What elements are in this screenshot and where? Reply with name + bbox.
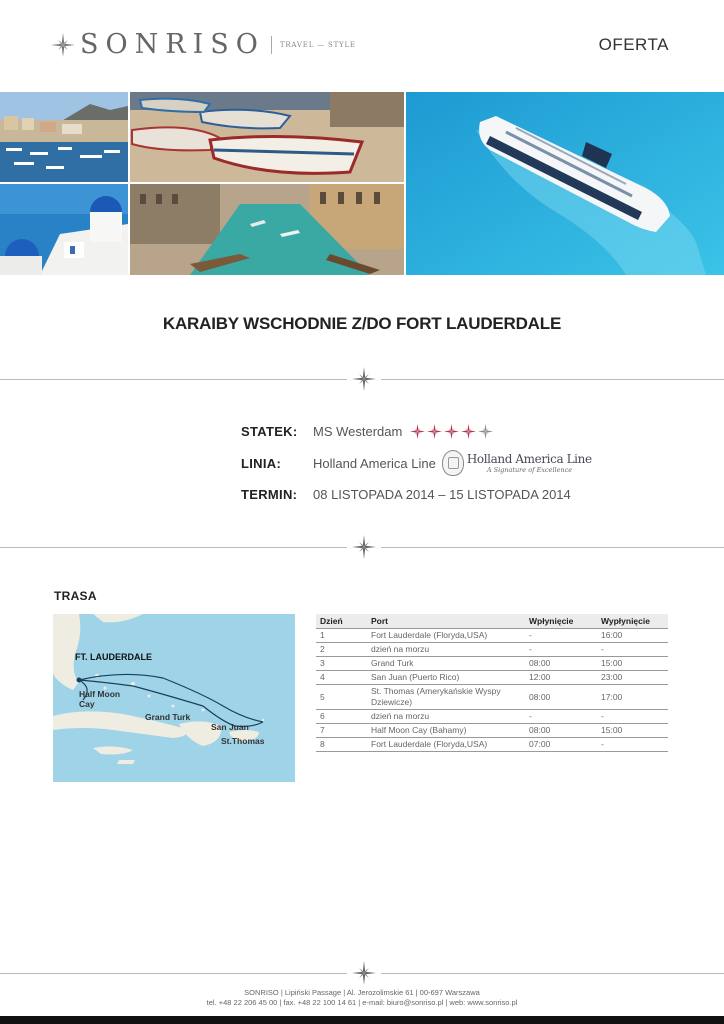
cell-port: San Juan (Puerto Rico) <box>367 671 525 685</box>
cell-port: Grand Turk <box>367 657 525 671</box>
column-header-departure: Wypłynięcie <box>597 614 668 629</box>
cell-arrival: 12:00 <box>525 671 597 685</box>
dates-label: TERMIN: <box>241 487 298 502</box>
cell-day: 2 <box>316 643 367 657</box>
table-row <box>316 657 668 671</box>
rating-star-icon <box>461 424 476 439</box>
map-label-half-moon: Half Moon <box>79 689 121 699</box>
compass-star-icon <box>352 367 376 391</box>
ft-lauderdale-marker <box>77 678 82 683</box>
table-row <box>316 643 668 657</box>
dates-row <box>241 487 571 502</box>
ship-row <box>241 424 495 439</box>
holland-america-logo <box>442 450 592 476</box>
cell-day: 7 <box>316 724 367 738</box>
hal-logo-name: Holland America Line <box>466 452 592 466</box>
dates-value: 08 LISTOPADA 2014 – 15 LISTOPADA 2014 <box>313 487 571 502</box>
page-header <box>0 0 724 92</box>
rating-star-icon <box>478 424 493 439</box>
cell-day: 6 <box>316 710 367 724</box>
cell-arrival: 08:00 <box>525 724 597 738</box>
holland-america-seal-icon <box>442 450 464 476</box>
cell-departure: 15:00 <box>597 724 668 738</box>
cell-arrival: - <box>525 643 597 657</box>
brand-name: SONRISO <box>80 29 265 60</box>
table-row <box>316 710 668 724</box>
document-type-label: OFERTA <box>598 35 669 54</box>
cell-departure: 23:00 <box>597 671 668 685</box>
cruise-line-row <box>241 450 592 476</box>
brand-tagline: TRAVEL — STYLE <box>279 41 356 49</box>
table-row <box>316 685 668 710</box>
route-map <box>53 614 295 782</box>
map-label-ft-lauderdale: FT. LAUDERDALE <box>75 652 152 662</box>
compass-star-icon <box>352 535 376 559</box>
itinerary-table <box>316 614 668 752</box>
logo-separator <box>271 36 272 54</box>
offer-title: KARAIBY WSCHODNIE Z/DO FORT LAUDERDALE <box>162 314 562 333</box>
photo-banner <box>0 92 724 275</box>
cell-arrival: 08:00 <box>525 657 597 671</box>
line-label: LINIA: <box>241 455 282 471</box>
ship-value: MS Westerdam <box>313 424 403 439</box>
footer-contacts: tel. +48 22 206 45 00 | fax. +48 22 100 14 61 | e-mail: biuro@sonriso.pl | web: www.sonriso.pl <box>206 998 518 1007</box>
column-header-port: Port <box>367 614 525 629</box>
ship-label: STATEK: <box>241 424 298 439</box>
sonriso-logo <box>50 30 356 60</box>
cell-arrival: - <box>525 710 597 724</box>
cell-departure: - <box>597 738 668 752</box>
cell-port: Fort Lauderdale (Floryda,USA) <box>367 629 525 643</box>
page-footer <box>0 988 724 1008</box>
cell-departure: 17:00 <box>597 685 668 710</box>
cell-arrival: - <box>525 629 597 643</box>
santorini-photo <box>0 184 128 275</box>
map-label-half-moon-cay: Cay <box>79 699 95 709</box>
section-divider <box>0 369 724 389</box>
fishing-boats-photo <box>130 92 404 182</box>
ship-rating <box>410 424 495 439</box>
cell-port: dzień na morzu <box>367 710 525 724</box>
route-section-title: TRASA <box>54 589 97 603</box>
cell-day: 8 <box>316 738 367 752</box>
cell-departure: 16:00 <box>597 629 668 643</box>
footer-divider <box>0 963 724 983</box>
rating-star-icon <box>444 424 459 439</box>
cell-port: Fort Lauderdale (Floryda,USA) <box>367 738 525 752</box>
cell-departure: - <box>597 710 668 724</box>
compass-star-icon <box>352 961 376 985</box>
map-label-san-juan: San Juan <box>211 722 249 732</box>
footer-address: SONRISO | Lipiński Passage | Al. Jerozolimskie 61 | 00-697 Warszawa <box>244 988 480 997</box>
section-divider <box>0 537 724 557</box>
cell-port: Half Moon Cay (Bahamy) <box>367 724 525 738</box>
cruise-ship-photo <box>406 92 724 275</box>
cell-arrival: 08:00 <box>525 685 597 710</box>
table-row <box>316 738 668 752</box>
line-value: Holland America Line <box>313 455 436 471</box>
column-header-arrival: Wpłynięcie <box>525 614 597 629</box>
table-row <box>316 724 668 738</box>
hal-logo-tagline: A Signature of Excellence <box>486 466 573 474</box>
cell-day: 5 <box>316 685 367 710</box>
cell-day: 1 <box>316 629 367 643</box>
table-row <box>316 671 668 685</box>
cell-arrival: 07:00 <box>525 738 597 752</box>
map-label-st-thomas: St.Thomas <box>221 736 265 746</box>
column-header-day: Dzień <box>316 614 367 629</box>
rating-star-icon <box>427 424 442 439</box>
cell-departure: - <box>597 643 668 657</box>
cell-port: dzień na morzu <box>367 643 525 657</box>
cell-day: 4 <box>316 671 367 685</box>
cell-port: St. Thomas (Amerykańskie Wyspy Dziewicze) <box>367 685 525 710</box>
bottom-bar <box>0 1016 724 1024</box>
cell-day: 3 <box>316 657 367 671</box>
venice-canal-photo <box>130 184 404 275</box>
cell-departure: 15:00 <box>597 657 668 671</box>
table-row <box>316 629 668 643</box>
compass-star-icon <box>50 32 76 58</box>
table-header-row <box>316 614 668 629</box>
map-label-grand-turk: Grand Turk <box>145 712 191 722</box>
rating-star-icon <box>410 424 425 439</box>
harbour-photo <box>0 92 128 182</box>
